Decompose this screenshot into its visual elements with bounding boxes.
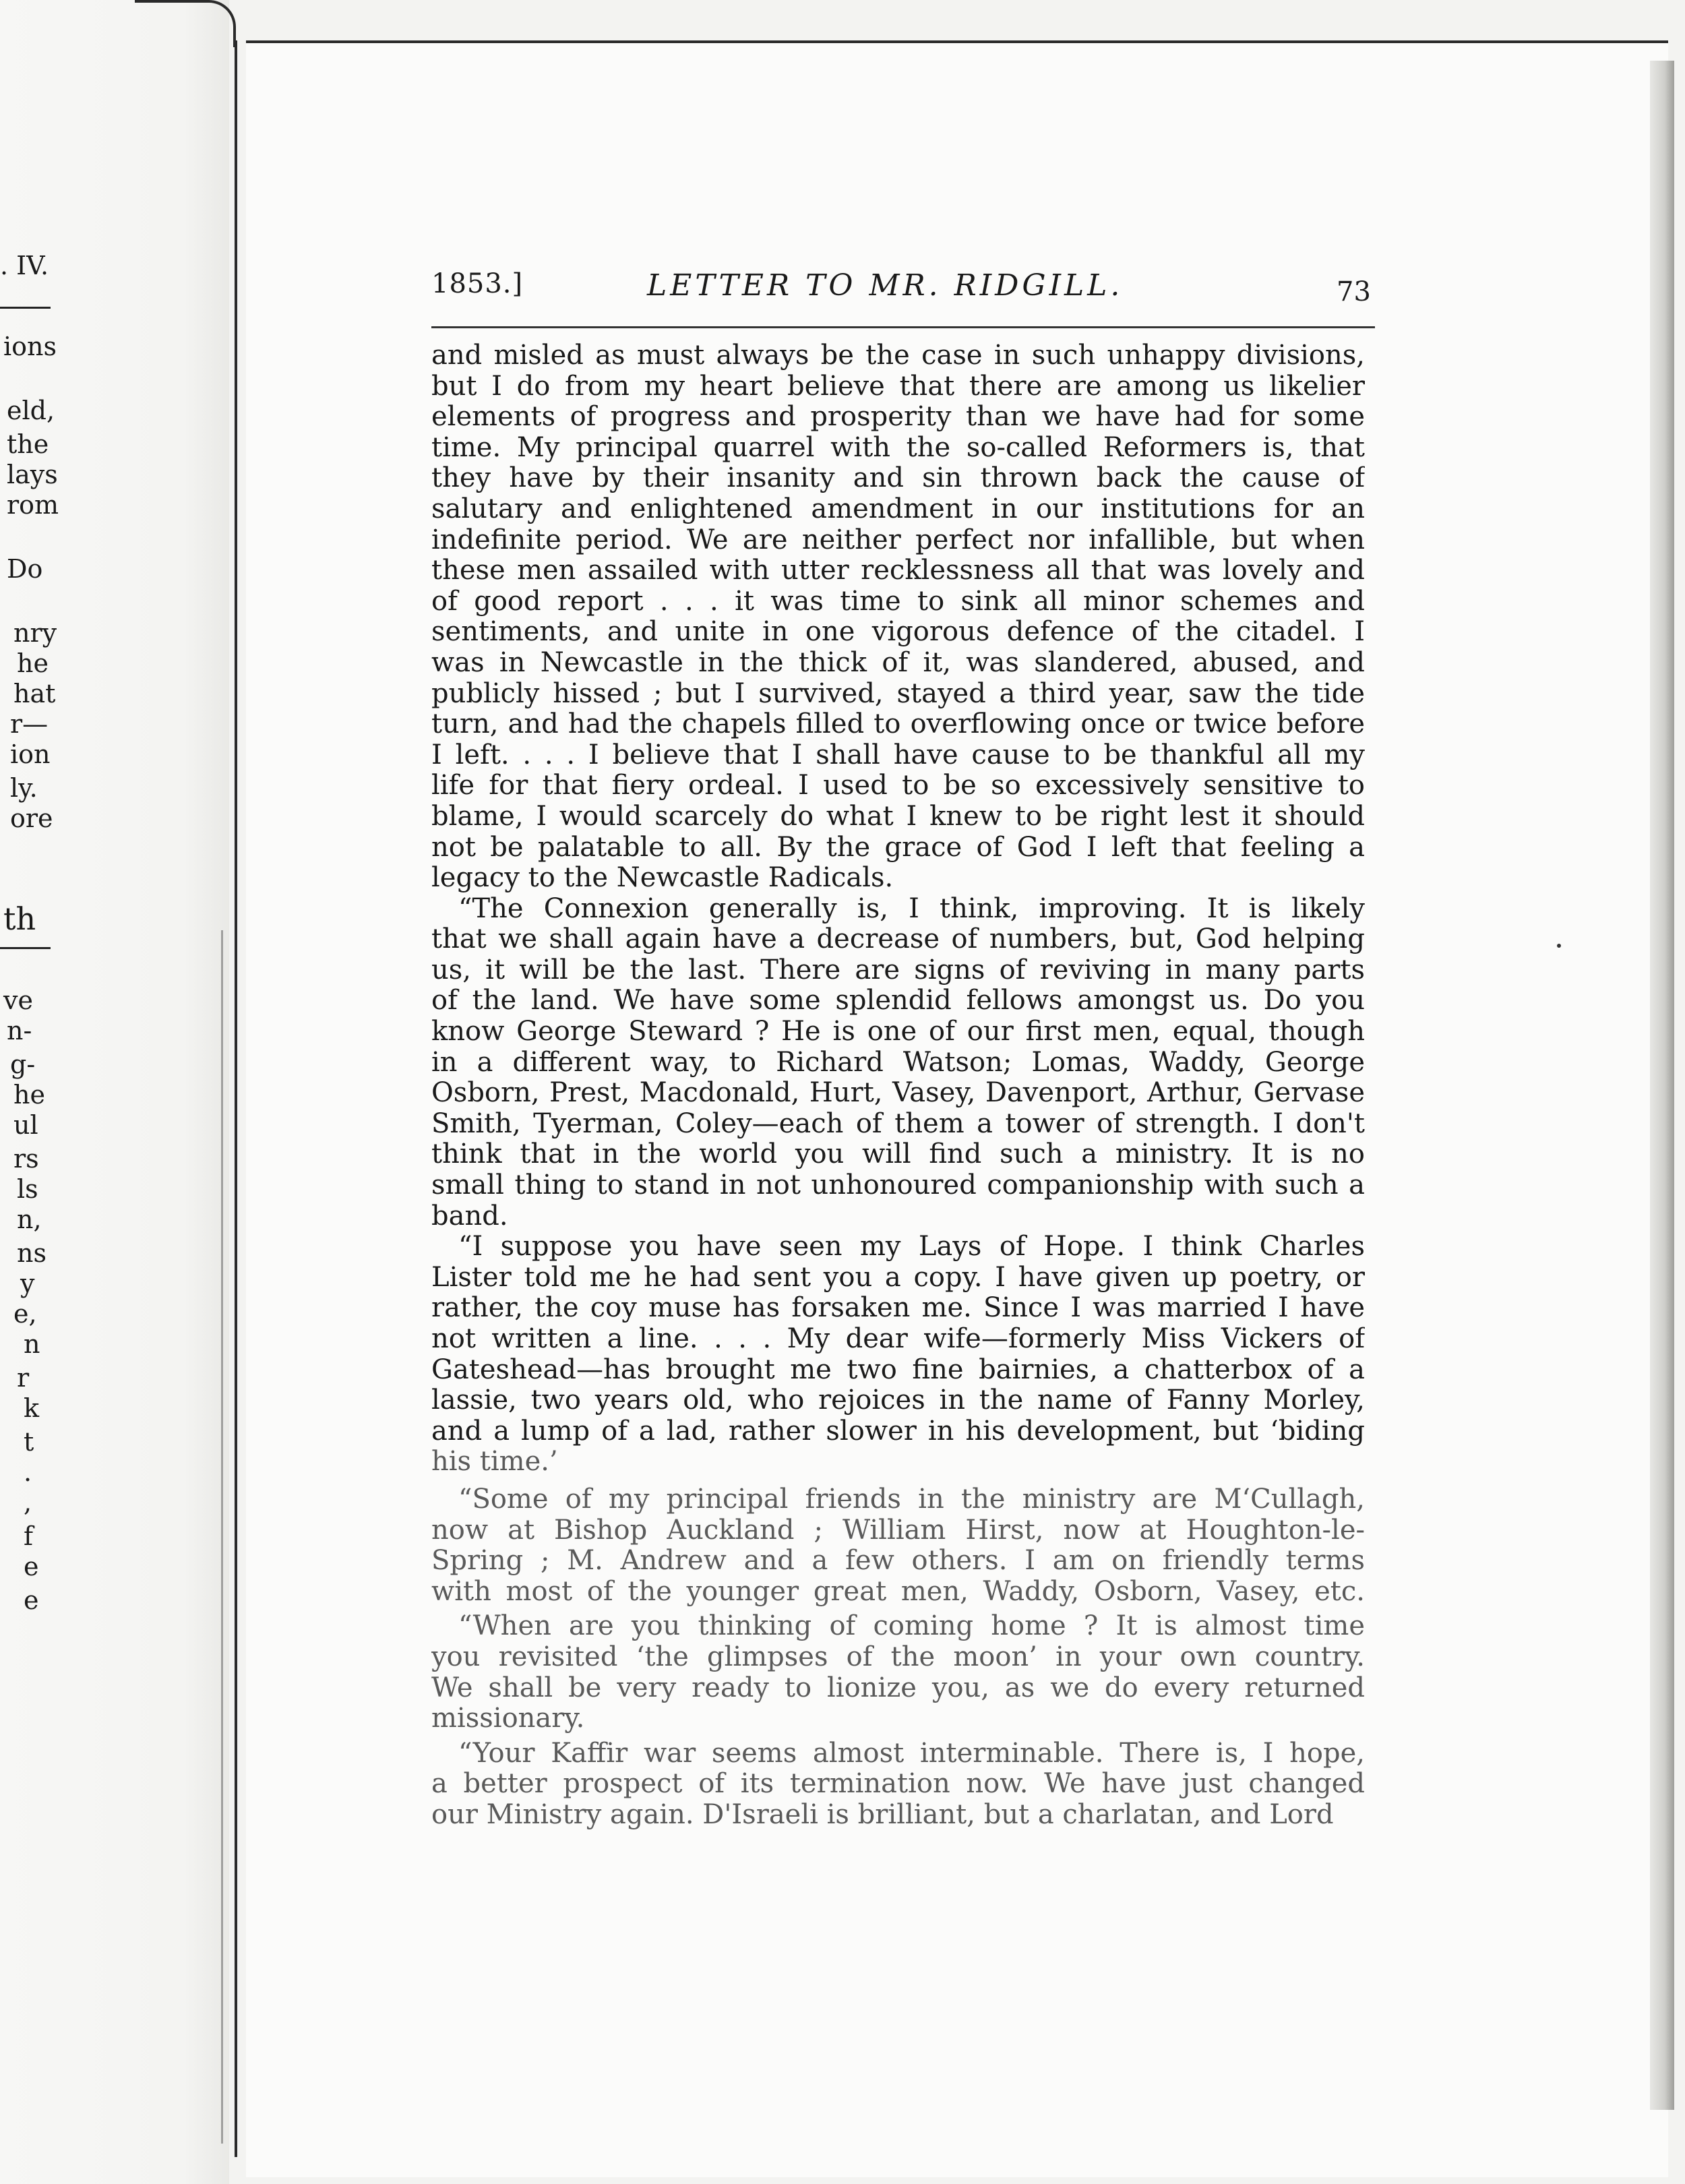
text-line: know George Steward ? He is one of our first men, equal, though (431, 1017, 1365, 1048)
facing-page-fragment-text: rom (7, 490, 59, 520)
facing-page-fragment-text: n, (17, 1205, 42, 1234)
running-header (431, 268, 1375, 309)
facing-page-fragment-text: ion (10, 739, 51, 769)
text-line: a better prospect of its termination now. We have just changed (431, 1769, 1365, 1800)
facing-page-fragment-text: eld, (7, 396, 55, 425)
text-line: our Ministry again. D'Israeli is brilliant, but a charlatan, and Lord (431, 1799, 1334, 1830)
facing-page-fragment-text: , (24, 1488, 32, 1517)
text-line: elements of progress and prosperity than we have had for some (431, 402, 1365, 433)
text-line: that we shall again have a decrease of numbers, but, God helping (431, 924, 1365, 955)
facing-page-fragment-text: e (24, 1585, 39, 1615)
text-line: I left. . . . I believe that I shall have cause to be thankful all my (431, 739, 1365, 770)
facing-page-fragment-text: e (24, 1552, 39, 1581)
text-line: in a different way, to Richard Watson; Lomas, Waddy, George (431, 1047, 1365, 1078)
text-line: Lister told me he had sent you a copy. I have given up poetry, or (431, 1262, 1365, 1293)
text-line: now at Bishop Auckland ; William Hirst, now at Houghton-le- (431, 1515, 1365, 1546)
facing-page-fragment-text: ul (13, 1110, 38, 1140)
header-year: 1853.] (431, 268, 524, 299)
text-line: blame, I would scarcely do what I knew to be right lest it should (431, 801, 1365, 832)
text-line: not be palatable to all. By the grace of God I left that feeling a (431, 832, 1365, 863)
gutter-shadow (221, 930, 223, 2144)
page-stack-edge (1650, 61, 1674, 2110)
text-line: us, it will be the last. There are signs of reviving in many parts (431, 954, 1365, 985)
facing-page-fragment-text: Do (7, 554, 43, 584)
page-fold-line (235, 40, 237, 2157)
text-line: “Your Kaffir war seems almost interminable. There is, I hope, (458, 1738, 1365, 1769)
facing-page-fragment-text: ly. (10, 773, 38, 803)
text-line: We shall be very ready to lionize you, as we do every returned (431, 1672, 1365, 1703)
facing-page-fragment-text: ns (17, 1238, 47, 1268)
text-line: of the land. We have some splendid fellows amongst us. Do you (431, 985, 1365, 1017)
text-line: lassie, two years old, who rejoices in the name of Fanny Morley, (431, 1385, 1365, 1416)
text-line: rather, the coy muse has forsaken me. Since I was married I have (431, 1293, 1365, 1324)
facing-page-fragment-text: t (24, 1427, 34, 1457)
text-line: small thing to stand in not unhonoured companionship with such a (431, 1170, 1365, 1201)
text-line: “When are you thinking of coming home ? It is almost time (458, 1611, 1365, 1642)
facing-page-fragment-text: e, (13, 1299, 37, 1329)
facing-page-fragment-text: k (24, 1393, 40, 1423)
facing-page-fragment-text: lays (7, 460, 58, 489)
text-line: Spring ; M. Andrew and a few others. I am on friendly terms (431, 1546, 1365, 1577)
text-line: time. My principal quarrel with the so-called Reformers is, that (431, 432, 1365, 463)
text-line: indefinite period. We are neither perfect nor infallible, but when (431, 524, 1365, 555)
facing-page-rule (0, 947, 51, 949)
text-line: sentiments, and unite in one vigorous defence of the citadel. I (431, 617, 1365, 648)
facing-page-fragment-text: th (3, 901, 36, 937)
text-line: and misled as must always be the case in such unhappy divisions, (431, 340, 1365, 371)
text-line: and a lump of a lad, rather slower in his development, but ‘biding (431, 1416, 1365, 1447)
facing-page-fragment-text: . IV. (0, 251, 49, 280)
facing-page-fragment-text: n- (7, 1016, 32, 1045)
header-title: LETTER TO MR. RIDGILL. (647, 268, 1124, 303)
facing-page-fragment-text: rs (13, 1144, 39, 1174)
text-line: of good report . . . it was time to sink all minor schemes and (431, 586, 1365, 617)
text-line: you revisited ‘the glimpses of the moon’ in your own country. (431, 1641, 1365, 1672)
text-line: turn, and had the chapels filled to overflowing once or twice before (431, 709, 1365, 740)
facing-page-fragment-text: n (24, 1329, 40, 1359)
text-line: Gateshead—has brought me two fine bairnies, a chatterbox of a (431, 1354, 1365, 1385)
text-line: legacy to the Newcastle Radicals. (431, 863, 894, 894)
facing-page-fragment-text: ions (3, 332, 57, 361)
facing-page-fragment-text: f (24, 1521, 34, 1551)
text-line: band. (431, 1201, 508, 1232)
text-line: “Some of my principal friends in the ministry are M‘Cullagh, (458, 1484, 1365, 1515)
text-line: life for that fiery ordeal. I used to be so excessively sensitive to (431, 770, 1365, 801)
facing-page-fragment-text: y (20, 1269, 35, 1298)
facing-page-fragment-text: nry (13, 618, 57, 648)
facing-page-fragment-text: g- (10, 1050, 36, 1079)
facing-page-fragment-text: ve (3, 985, 33, 1015)
facing-page-fragment-text: he (13, 1080, 45, 1110)
text-line: but I do from my heart believe that there are among us likelier (431, 371, 1365, 402)
facing-page-fragment-text: ls (17, 1174, 38, 1204)
text-line: missionary. (431, 1703, 585, 1734)
facing-page-fragment-text: hat (13, 679, 56, 708)
text-line: “The Connexion generally is, I think, improving. It is likely (458, 893, 1365, 924)
text-line: publicly hissed ; but I survived, stayed a third year, saw the tide (431, 678, 1365, 709)
text-line: not written a line. . . . My dear wife—formerly Miss Vickers of (431, 1324, 1365, 1354)
facing-page-fragment-text: r— (10, 709, 49, 739)
facing-page-fragment-text: r (17, 1363, 30, 1393)
text-line: think that in the world you will find such a ministry. It is no (431, 1139, 1365, 1170)
text-line: Smith, Tyerman, Coley—each of them a tower of strength. I don't (431, 1108, 1365, 1139)
dust-speck (1557, 944, 1561, 948)
binding-edge (135, 0, 236, 47)
text-line: with most of the younger great men, Waddy, Osborn, Vasey, etc. (431, 1576, 1365, 1607)
facing-page-fragment-text: ore (10, 803, 53, 833)
facing-page-fragment-text: he (17, 648, 49, 678)
page-body-text (431, 340, 1365, 1831)
header-rule (431, 326, 1375, 328)
facing-page-rule (0, 307, 51, 309)
text-line: salutary and enlightened amendment in our institutions for an (431, 493, 1365, 524)
text-line: they have by their insanity and sin thrown back the cause of (431, 463, 1365, 494)
text-line: “I suppose you have seen my Lays of Hope. I think Charles (458, 1232, 1365, 1263)
text-line: was in Newcastle in the thick of it, was slandered, abused, and (431, 647, 1365, 678)
facing-page-fragment-text: . (24, 1457, 32, 1487)
facing-page-fragment-text: the (7, 429, 49, 459)
text-line: Osborn, Prest, Macdonald, Hurt, Vasey, Davenport, Arthur, Gervase (431, 1078, 1365, 1109)
text-line: these men assailed with utter recklessness all that was lovely and (431, 555, 1365, 586)
text-line: his time.’ (431, 1447, 558, 1478)
page-number: 73 (1337, 276, 1371, 307)
